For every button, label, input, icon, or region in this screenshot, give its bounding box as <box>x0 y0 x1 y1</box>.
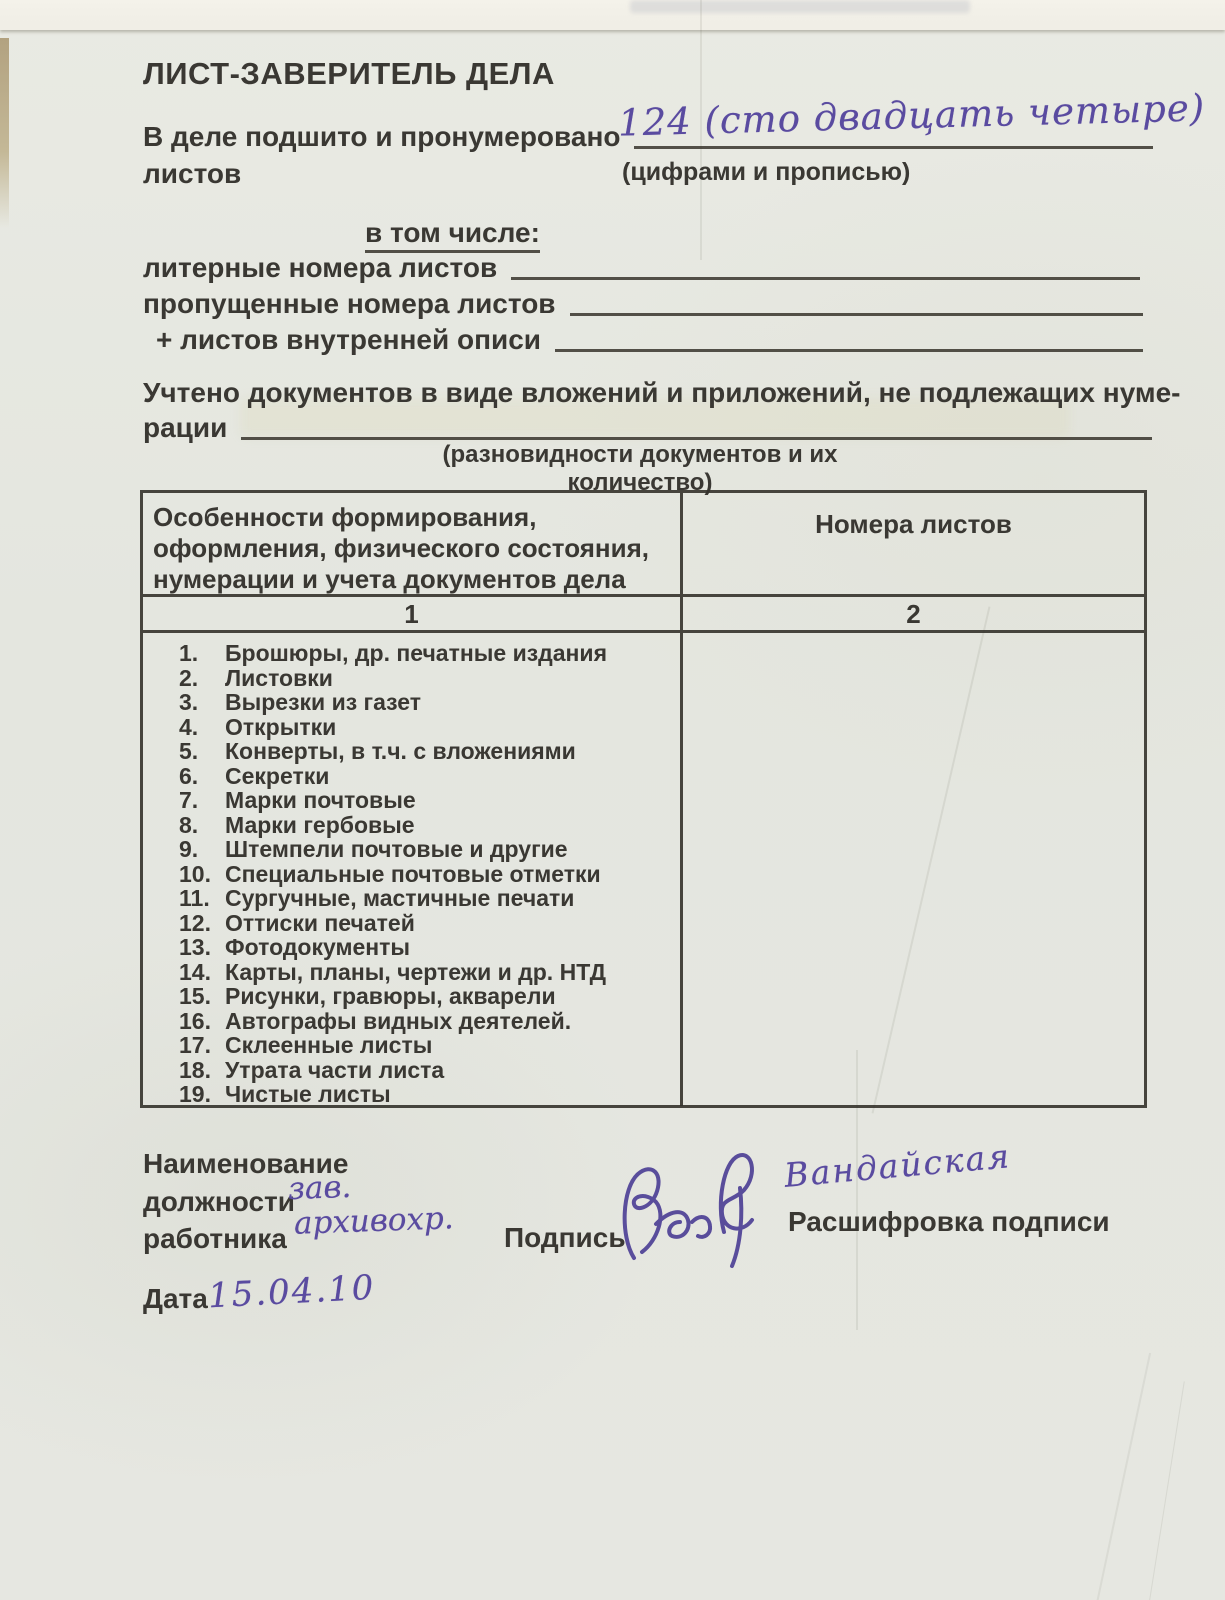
col1-index: 1 <box>143 597 683 630</box>
list-item <box>179 812 680 837</box>
bound-count-handwritten-value: 124 (сто двадцать четыре) <box>617 86 1206 145</box>
list-item <box>179 1032 680 1057</box>
lettered-numbers-row <box>143 252 1140 284</box>
bound-count-label: В деле подшито и пронумеровано <box>143 121 621 152</box>
signature-name-handwritten: Вандайская <box>782 1136 1013 1195</box>
item-number: 16. <box>179 1007 211 1034</box>
bleedthrough-smudge <box>630 0 970 13</box>
list-item <box>179 1081 680 1106</box>
item-number: 9. <box>179 836 199 862</box>
table-header-row <box>143 493 1144 597</box>
item-text: Марки почтовые <box>225 787 416 813</box>
list-item <box>179 910 680 935</box>
missed-numbers-row <box>143 288 1143 320</box>
accounted-text-line2: рации <box>143 412 228 443</box>
list-item <box>179 665 680 690</box>
position-handwritten-line2: архивохр. <box>293 1200 455 1242</box>
accounted-hint: (разновидности документов и их количество) <box>442 441 838 496</box>
item-text: Открытки <box>225 713 337 740</box>
item-number: 1. <box>179 640 199 666</box>
item-text: Утрата части листа <box>225 1056 445 1083</box>
list-item <box>179 738 680 763</box>
col2-header: Номера листов <box>815 509 1012 539</box>
position-label-line2: должности <box>143 1186 295 1217</box>
internal-inventory-row <box>156 324 1143 356</box>
item-text: Конверты, в т.ч. с вложениями <box>225 738 576 764</box>
signature-scribble <box>612 1140 792 1270</box>
position-label-line3: работника <box>143 1223 287 1254</box>
item-number: 14. <box>179 958 211 985</box>
transcript-label: Расшифровка подписи <box>788 1206 1110 1237</box>
item-text: Фотодокументы <box>225 934 411 960</box>
item-text: Склеенные листы <box>225 1032 433 1058</box>
item-number: 15. <box>179 983 211 1009</box>
item-number: 10. <box>179 860 211 887</box>
item-number: 4. <box>179 713 199 740</box>
item-number: 7. <box>179 787 199 813</box>
item-number: 2. <box>179 664 199 691</box>
list-item <box>179 714 680 739</box>
list-item <box>179 1057 680 1082</box>
bound-count-suffix: листов <box>143 158 242 189</box>
item-number: 17. <box>179 1032 211 1058</box>
missed-numbers-label: пропущенные номера листов <box>143 288 556 319</box>
item-text: Марки гербовые <box>225 811 415 838</box>
list-item <box>179 763 680 788</box>
list-item <box>179 983 680 1008</box>
digits-words-hint: (цифрами и прописью) <box>622 158 911 186</box>
fill-line <box>241 421 1152 440</box>
list-item <box>179 1008 680 1033</box>
item-number: 12. <box>179 909 211 936</box>
features-list <box>143 633 683 1106</box>
item-text: Автографы видных деятелей. <box>225 1007 572 1034</box>
item-text: Чистые листы <box>225 1081 391 1107</box>
paper-crease <box>1091 1353 1151 1600</box>
item-number: 19. <box>179 1081 211 1107</box>
list-item <box>179 689 680 714</box>
item-number: 13. <box>179 934 211 960</box>
list-item <box>179 934 680 959</box>
accounted-text-line1: Учтено документов в виде вложений и приложений, не подлежащих нуме- <box>143 377 1181 408</box>
col2-index: 2 <box>906 599 921 629</box>
paper-crease <box>1146 1381 1185 1600</box>
item-text: Оттиски печатей <box>225 909 415 936</box>
item-text: Рисунки, гравюры, акварели <box>225 983 556 1009</box>
list-item <box>179 885 680 910</box>
position-label-line1: Наименование <box>143 1148 349 1179</box>
item-text: Штемпели почтовые и другие <box>225 836 568 862</box>
accounted-fill-row <box>143 412 1152 444</box>
fill-line <box>555 333 1143 352</box>
list-item <box>179 959 680 984</box>
item-number: 8. <box>179 811 199 838</box>
item-text: Вырезки из газет <box>225 689 422 715</box>
form-title: ЛИСТ-ЗАВЕРИТЕЛЬ ДЕЛА <box>143 56 555 91</box>
position-handwritten-line1: зав. <box>287 1168 352 1208</box>
item-text: Брошюры, др. печатные издания <box>225 640 607 666</box>
item-number: 18. <box>179 1056 211 1083</box>
lettered-numbers-label: литерные номера листов <box>143 252 498 283</box>
including-heading: в том числе: <box>365 217 540 253</box>
item-text: Листовки <box>225 664 333 691</box>
col1-header: Особенности формирования, оформления, физического состояния, нумерации и учета документов дела <box>143 493 683 594</box>
date-label: Дата <box>143 1283 208 1314</box>
table-index-row <box>143 597 1144 633</box>
item-number: 3. <box>179 689 199 715</box>
internal-inventory-label: + листов внутренней описи <box>156 324 541 355</box>
item-number: 5. <box>179 738 199 764</box>
item-text: Секретки <box>225 762 330 789</box>
list-item <box>179 861 680 886</box>
table-body-row <box>143 633 1144 1106</box>
item-number: 11. <box>179 885 210 911</box>
list-item <box>179 836 680 861</box>
signature-label: Подпись <box>504 1222 626 1253</box>
date-handwritten: 15.04.10 <box>207 1267 377 1317</box>
fill-line <box>570 297 1143 316</box>
list-item <box>179 640 680 665</box>
scan-corner-artifact <box>0 38 9 228</box>
features-table <box>140 490 1147 1108</box>
item-text: Сургучные, мастичные печати <box>225 885 575 911</box>
sheet-numbers-cell <box>683 633 1144 1106</box>
item-text: Специальные почтовые отметки <box>225 860 601 887</box>
item-text: Карты, планы, чертежи и др. НТД <box>225 958 607 985</box>
list-item <box>179 787 680 812</box>
torn-top-edge <box>0 0 1225 30</box>
item-number: 6. <box>179 762 199 789</box>
fill-line <box>511 261 1140 280</box>
